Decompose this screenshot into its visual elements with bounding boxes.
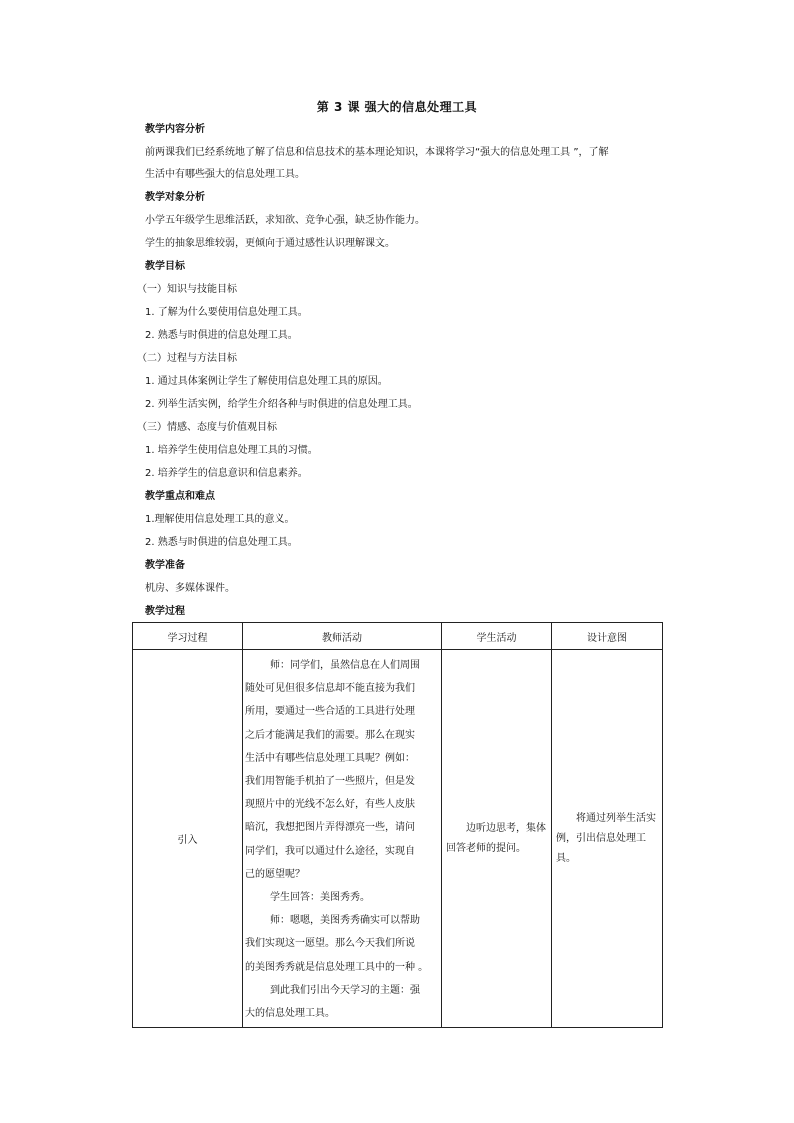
teacher-line: 学生回答：美图秀秀。 (270, 892, 370, 904)
header-student-activity: 学生活动 (442, 623, 552, 650)
content-analysis-heading: 教学内容分析 (145, 124, 205, 135)
lesson-title: 第 3 课 强大的信息处理工具 (316, 100, 478, 114)
table-row (133, 650, 663, 1028)
header-stage: 学习过程 (133, 623, 243, 650)
teacher-line: 随处可见但很多信息却不能直接为我们 (245, 683, 415, 695)
objective-3-1: 1. 培养学生使用信息处理工具的习惯。 (145, 445, 318, 456)
objective-2-2: 2. 列举生活实例，给学生介绍各种与时俱进的信息处理工具。 (145, 399, 418, 410)
teacher-line: 我们实现这一愿望。那么今天我们所说 (245, 938, 415, 950)
student-analysis-heading: 教学对象分析 (145, 192, 205, 203)
student-activity-cell: 边听边思考，集体回答老师的提问。 (442, 650, 552, 1028)
teacher-line: 师：嗯嗯，美图秀秀确实可以帮助 (270, 915, 420, 927)
preparation-text: 机房、多媒体课件。 (145, 583, 235, 594)
content-analysis-text-2: 生活中有哪些强大的信息处理工具。 (145, 169, 305, 180)
table-header-row (133, 623, 663, 650)
objective-group-3-heading: （三）情感、态度与价值观目标 (137, 422, 277, 433)
header-design-intent: 设计意图 (552, 623, 663, 650)
teacher-line: 的美图秀秀就是信息处理工具中的一种 。 (245, 961, 429, 973)
teacher-line: 所用，要通过一些合适的工具进行处理 (245, 706, 415, 718)
objective-1-2: 2. 熟悉与时俱进的信息处理工具。 (145, 330, 298, 341)
teacher-line: 师：同学们，虽然信息在人们周围 (270, 660, 420, 671)
keypoint-2: 2. 熟悉与时俱进的信息处理工具。 (145, 537, 298, 548)
process-heading: 教学过程 (145, 606, 185, 617)
teacher-line: 之后才能满足我们的需要。那么在现实 (245, 729, 415, 741)
objective-group-1-heading: （一）知识与技能目标 (137, 284, 237, 295)
objective-3-2: 2. 培养学生的信息意识和信息素养。 (145, 468, 308, 479)
student-analysis-text-1: 小学五年级学生思维活跃，求知欲、竞争心强，缺乏协作能力。 (145, 215, 425, 226)
keypoints-heading: 教学重点和难点 (145, 491, 215, 502)
design-intent-cell: 将通过列举生活实例，引出信息处理工具。 (552, 650, 663, 1028)
objective-group-2-heading: （二）过程与方法目标 (137, 353, 237, 364)
student-analysis-text-2: 学生的抽象思维较弱，更倾向于通过感性认识理解课文。 (145, 238, 395, 249)
teacher-line: 己的愿望呢？ (245, 868, 305, 880)
lesson-process-table (132, 622, 663, 1028)
header-teacher-activity: 教师活动 (243, 623, 442, 650)
teacher-line: 我们用智能手机拍了一些照片，但是发 (245, 776, 415, 788)
teacher-activity-cell (243, 650, 442, 1028)
teacher-line: 生活中有哪些信息处理工具呢？例如： (245, 752, 415, 764)
content-analysis-text-1: 前两课我们已经系统地了解了信息和信息技术的基本理论知识，本课将学习“强大的信息处理工具 ”，了解 (145, 147, 609, 158)
objective-2-1: 1. 通过具体案例让学生了解使用信息处理工具的原因。 (145, 376, 388, 387)
teacher-line: 现照片中的光线不怎么好，有些人皮肤 (245, 799, 415, 811)
teacher-line: 到此我们引出今天学习的主题：强 (270, 984, 420, 996)
preparation-heading: 教学准备 (145, 560, 185, 571)
keypoint-1: 1.理解使用信息处理工具的意义。 (145, 514, 295, 525)
teacher-line: 暗沉，我想把图片弄得漂亮一些，请问 (245, 822, 415, 834)
teacher-line: 同学们，我可以通过什么途径，实现自 (245, 845, 415, 857)
objective-1-1: 1. 了解为什么要使用信息处理工具。 (145, 307, 308, 318)
stage-cell: 引入 (133, 650, 243, 1028)
objectives-heading: 教学目标 (145, 261, 185, 272)
teacher-line: 大的信息处理工具。 (245, 1008, 335, 1020)
